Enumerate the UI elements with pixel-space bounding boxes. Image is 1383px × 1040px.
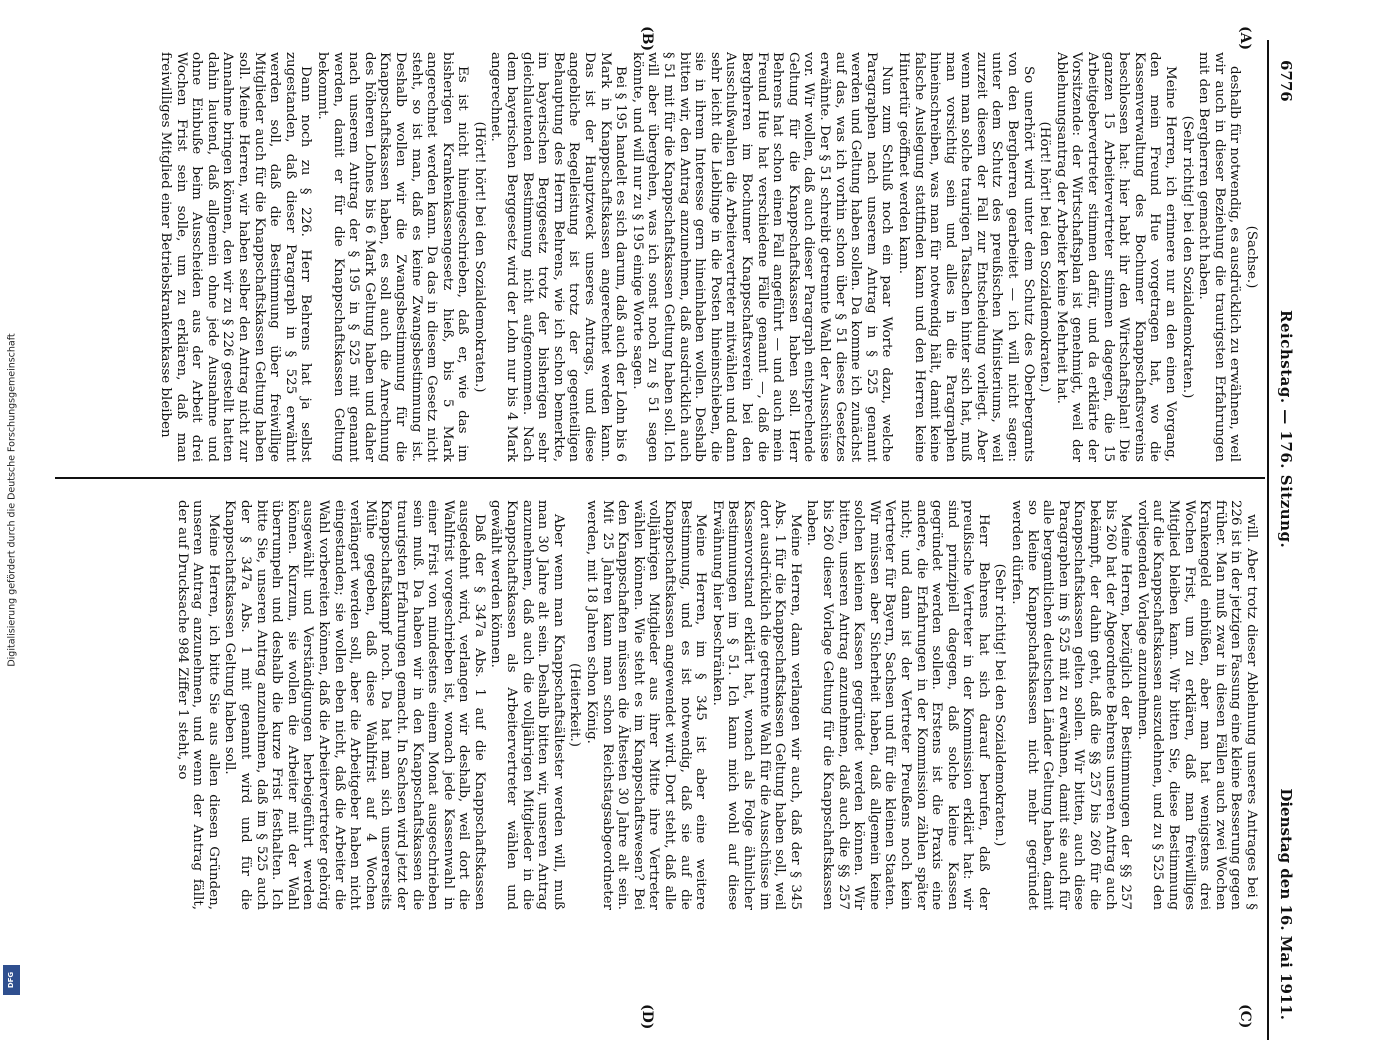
session-date: Dienstag den 16. Mai 1911. [1277, 788, 1295, 1020]
paragraph: Meine Herren, ich bitte Sie aus allen diesen Gründen, unseren Antrag anzunehmen, und wenn der Antrag fällt, der auf Drucksache 984 Ziffer 1 steht, so [174, 500, 221, 910]
paragraph: (Hört! hört! bei den Sozialdemokraten.) [1037, 121, 1053, 393]
paragraph: (Sehr richtig! bei den Sozialdemokraten.) [992, 563, 1008, 847]
paragraph: Herr Behrens hat sich darauf berufen, daß der preußische Vertreter in der Kommission erklärt hat: wir sind prinzipiell dagegen, daß solche kleine Kassen gegründet werden sollen. Erstens ist die Praxis eine andere, die Erfahrungen in der Kommission zählen später nicht; und dann ist der Vertreter Preußens noch kein Vertreter für Bayern, Sachsen und für die kleinen Staaten. Wir müssen aber Sicherheit haben, daß allgemein keine solchen kleinen Kassen gegründet werden können. Wir bitten, unseren Antrag anzunehmen, daß auch die §§ 257 bis 260 dieser Vorlage Geltung für die Knappschaftskassen haben. [804, 500, 991, 910]
paragraph: Meine Herren, bezüglich der Bestimmungen der §§ 257 bis 260 hat der Abgeordnete Behrens unseren Antrag auch bekämpft, der dahin geht, daß die §§ 257 bis 260 für die Knappschaftskassen gelten sollen. Wir bitten, auch diese Paragraphen im § 525 mit zu erwähnen, damit sie auch für alle bergamtlichen deutschen Länder Geltung haben, damit so kleine Knappschaftskassen nicht mehr gegründet werden dürfen. [1009, 500, 1134, 910]
paragraph: (Sachse.) [1244, 225, 1259, 289]
dfg-logo [3, 965, 20, 995]
margin-marker-b: (B) [639, 26, 655, 52]
margin-marker-a: (A) [1237, 26, 1253, 51]
header-rule [1267, 40, 1269, 1040]
paragraph: Meine Herren, dann verlangen wir auch, daß der § 345 Abs. 1 für die Knappschaftskassen Geltung haben soll, weil dort ausdrücklich die getrennte Wahl für die Ausschüsse im Kassenvorstand erklärt hat, wonach als Folge ähnlicher Bestimmungen im § 51. Ich kann mich wohl auf diese Erwähnung hier beschränken. [709, 500, 803, 910]
paragraph: (Heiterkeit.) [567, 663, 583, 747]
paragraph: Bei § 195 handelt es sich darum, daß auch der Lohn bis 6 Mark in Knappschaftskassen angerechnet werden kann. Das ist der Hauptzweck unseres Antrags, und diese angebliche Regelleistung ist trotz der gegenteiligen Behauptung des Herrn Behrens, wie ich schon bemerkte, im bayerischen Berggesetz trotz der bisherigen sehr gleichlautenden Bestimmung nicht aufgenommen. Nach dem bayerischen Berggesetz wird der Lohn nur bis 4 Mark angerechnet. [488, 52, 629, 462]
column-divider [55, 477, 1265, 479]
funding-credit: Digitalisierung gefördert durch die Deutsche Forschungsgemeinschaft [6, 333, 18, 667]
paragraph: Meine Herren, ich erinnere nur an den einen Vorgang, den mein Freund Hue vorgetragen hat, wo die Kassenverwaltung des Bochumer Knappschaftsvereins beschlossen hat: hier habt ihr den Wirtschaftsplan! Die ganzen 15 Arbeitervertreter stimmen dagegen, die 15 Arbeitgebervertreter stimmen dafür, und da erklärte der Vorsitzende: der Wirtschaftsplan ist genehmigt, weil der Ablehnungsantrag der Arbeiter keine Mehrheit hat. [1053, 52, 1179, 462]
margin-marker-d: (D) [639, 1004, 655, 1030]
page-number: 6776 [1277, 60, 1295, 102]
paragraph: Es ist nicht hineingeschrieben, daß er, wie das im bisherigen Krankenkassengesetz hieß, bis 5 Mark angerechnet werden kann. Da das in diesem Gesetz nicht steht, so ist man, daß es keine Zwangsbestimmung ist. Deshalb wollen wir die Zwangsbestimmung für die Knappschaftskassen haben, es soll auch die Anrechnung des höheren Lohnes bis 6 Mark Geltung haben und daher nach unserem Antrag der § 195 in § 525 mit genannt werden, damit er für die Knappschaftskassen Geltung bekommt. [314, 52, 471, 462]
paragraph: deshalb für notwendig, es ausdrücklich zu erwähnen, weil wir auch in dieser Beziehung die traurigsten Erfahrungen mit den Bergherren gemacht haben. [1196, 52, 1243, 462]
paragraph: Meine Herren, im § 345 ist aber eine weitere Bestimmung, und es ist notwendig, daß sie auf die Knappschaftskassen angewendet wird. Dort steht, daß alle volljährigen Mitglieder aus ihrer Mitte ihre Vertreter wählen können. Wie steht es im Knappschaftswesen? Bei den Knappschaften müssen die Ältesten 30 Jahre alt sein. Mit 25 Jahren kann man schon Reichstagsabgeordneter werden, mit 18 Jahren schon König. [584, 500, 709, 910]
running-header [1271, 60, 1295, 1020]
left-text-column [59, 52, 1259, 462]
paragraph: will. Aber trotz dieser Ablehnung unseres Antrages bei § 226 ist in der jetzigen Fassung eine kleine Besserung gegen früher. Man muß zwar in diesen Fällen auch zwei Wochen Krankengeld einbüßen, aber man hat wenigstens drei Wochen Frist, um zu erklären, daß man freiwilliges Mitglied bleiben kann. Wir bitten Sie, diese Bestimmung auf die Knappschaftskassen auszudehnen, und zu § 525 den vorliegenden Vorlage anzunehmen. [1134, 500, 1259, 910]
paragraph: Aber wenn man Knappschaftsältester werden will, muß man 30 Jahre alt sein. Deshalb bitten wir, unseren Antrag anzunehmen, daß auch die volljährigen Mitglieder in die Knappschaftskassen als Arbeitervertreter wählen und gewählt werden können. [488, 500, 566, 910]
paragraph: Daß der § 347a Abs. 1 auf die Knappschaftskassen ausgedehnt wird, verlangen wir deshalb, weil dort die Wahlfrist vorgeschrieben ist, wonach jede Kassenwahl in einer Frist von mindestens einem Monat ausgeschrieben sein muß. Da haben wir in den Knappschaftskassen die traurigsten Erfahrungen gemacht. In Sachsen wird jetzt der Knappschaftskampf noch. Da hat man sich unsererseits Mühe gegeben, daß diese Wahlfrist auf 4 Wochen verlängert werden soll, aber die Arbeitgeber haben nicht eingestanden; sie wollen eben nicht, daß die Arbeiter die Wahl vorbereiten können, daß die Arbeitervertreter gehörig ausgewählt und Verständigungen herbeigeführt werden können. Kurzum, sie wollen die Arbeiter mit der Wahl überrumpeln und deshalb die kurze Frist festhalten. Ich bitte Sie, unseren Antrag anzunehmen, daß im § 525 auch der § 347a Abs. 1 mit genannt wird und für die Knappschaftskassen Geltung haben soll. [222, 500, 487, 910]
paragraph: Nun zum Schluß noch ein paar Worte dazu, welche Paragraphen nach unserem Antrag in § 525 genannt werden und Geltung haben sollen. Da komme ich zunächst auf das, was ich vorhin schon über § 51 dieses Gesetzes erwähnte. Der § 51 schreibt getrennte Wahl der Ausschüsse vor. Wir wollen, daß auch dieser Paragraph entsprechende Geltung für die Knappschaftskassen haben soll. Herr Behrens hat schon einen Fall angeführt — und auch mein Freund Hue hat verschiedene Fälle genannt —, daß die Bergherren im Bochumer Knappschaftsverein bei den Ausschußwahlen die Arbeitervertreter mitwählen und dann sehr leicht die Lieblinge in die Posten hineinschieben, die sie in ihrem Interesse gern hineinhaben wollen. Deshalb bitten wir, den Antrag anzunehmen, daß ausdrücklich auch § 51 mit für die Knappschaftskassen Geltung haben soll. Ich will aber übergehen, was ich sonst noch zu § 51 sagen könnte, und will nur zu § 195 einige Worte sagen. [629, 52, 895, 462]
dfg-logo-text: DFG [7, 971, 16, 989]
paragraph: (Sehr richtig! bei den Sozialdemokraten.) [1179, 115, 1195, 399]
digitization-sidebar [0, 0, 24, 1000]
session-title: Reichstag. — 176. Sitzung. [1277, 310, 1295, 549]
margin-marker-c: (C) [1237, 1004, 1253, 1029]
paragraph: (Hört! hört! bei den Sozialdemokraten.) [471, 121, 487, 393]
paragraph: Dann noch zu § 226. Herr Behrens hat ja selbst zugestanden, daß dieser Paragraph in § 525 erwähnt werden soll, daß die Bestimmung über freiwillige Mitglieder auch für die Knappschaftskassen Geltung haben soll. Meine Herren, wir haben selber den Antrag nicht zur Annahme bringen können, den wir zu § 226 gestellt hatten dahin lautend, daß allgemein ohne jede Ausnahme und ohne Einbuße beim Ausscheiden aus der Arbeit drei Wochen Frist sein solle, um zu erklären, daß man freiwilliges Mitglied einer Betriebskrankenkasse bleiben [158, 52, 314, 462]
rotated-page [45, 26, 1295, 1040]
right-text-column [59, 500, 1259, 910]
paragraph: So unerhört wird unter dem Schutz des Oberbergamts von den Bergherren gearbeitet — ich will nicht sagen: unter dem Schutz des preußischen Ministeriums, weil zurzeit diesem der Fall zur Entscheidung vorliegt. Aber wenn man solche traurigen Tatsachen hinter sich hat, muß man vorsichtig sein und alles in die Paragraphen hineinschreiben, was man für notwendig hält, damit keine falsche Auslegung stattfinden kann und den Herren keine Hintertür geöffnet werden kann. [895, 52, 1036, 462]
